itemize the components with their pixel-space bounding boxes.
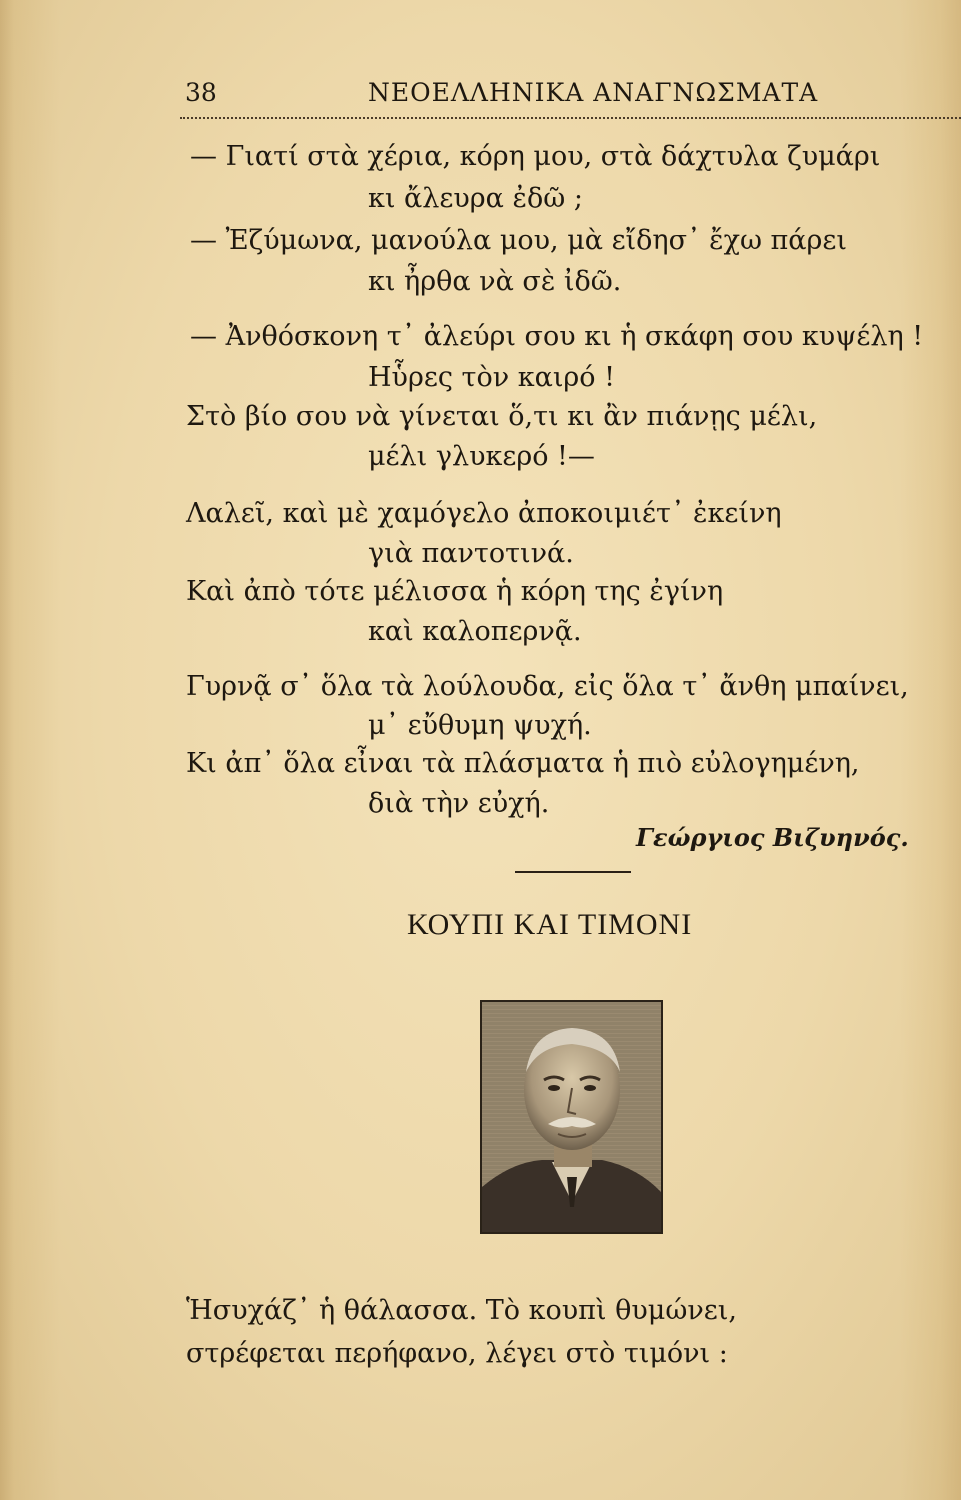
poem-line: κι ἦρθα νὰ σὲ ἰδῶ.: [368, 266, 622, 297]
poem-line: — Γιατί στὰ χέρια, κόρη μου, στὰ δάχτυλα ζυμάρι: [190, 141, 881, 172]
running-title: ΝΕΟΕΛΛΗΝΙΚΑ ΑΝΑΓΝΩΣΜΑΤΑ: [368, 78, 819, 107]
prose-line: Ἡσυχάζ᾽ ἡ θάλασσα. Τὸ κουπὶ θυμώνει,: [186, 1295, 737, 1326]
section-title: ΚΟΥΠΙ ΚΑΙ ΤΙΜΟΝΙ: [407, 908, 693, 941]
author-portrait: [480, 1000, 663, 1234]
author-signature: Γεώργιος Βιζυηνός.: [636, 823, 909, 852]
poem-line: Καὶ ἀπὸ τότε μέλισσα ἡ κόρη της ἐγίνη: [186, 576, 724, 607]
poem-line: καὶ καλοπερνᾷ.: [368, 616, 582, 647]
poem-line: Ηὗρες τὸν καιρό !: [368, 362, 615, 393]
poem-line: Κι ἀπ᾽ ὅλα εἶναι τὰ πλάσματα ἡ πιὸ εὐλογημένη,: [186, 748, 860, 779]
prose-line: στρέφεται περήφανο, λέγει στὸ τιμόνι :: [186, 1338, 728, 1369]
section-divider: [515, 871, 631, 873]
poem-line: Στὸ βίο σου νὰ γίνεται ὅ,τι κι ἂν πιάνῃς μέλι,: [186, 401, 818, 432]
poem-line: Λαλεῖ, καὶ μὲ χαμόγελο ἀποκοιμιέτ᾽ ἐκείνη: [186, 498, 782, 529]
poem-line: μέλι γλυκερό !—: [368, 441, 595, 472]
poem-line: — Ἐζύμωνα, μανούλα μου, μὰ εἴδησ᾽ ἔχω πάρει: [190, 225, 847, 256]
poem-line: μ᾽ εὔθυμη ψυχή.: [368, 710, 592, 741]
poem-line: — Ἀνθόσκονη τ᾽ ἀλεύρι σου κι ἡ σκάφη σου κυψέλη !: [190, 321, 924, 352]
poem-line: κι ἄλευρα ἐδῶ ;: [368, 183, 583, 214]
header-divider: [180, 117, 961, 119]
poem-line: διὰ τὴν εὐχή.: [368, 788, 550, 819]
page-number: 38: [185, 78, 217, 107]
poem-line: Γυρνᾷ σ᾽ ὅλα τὰ λούλουδα, εἰς ὅλα τ᾽ ἄνθη μπαίνει,: [186, 671, 909, 702]
poem-line: γιὰ παντοτινά.: [368, 538, 574, 569]
